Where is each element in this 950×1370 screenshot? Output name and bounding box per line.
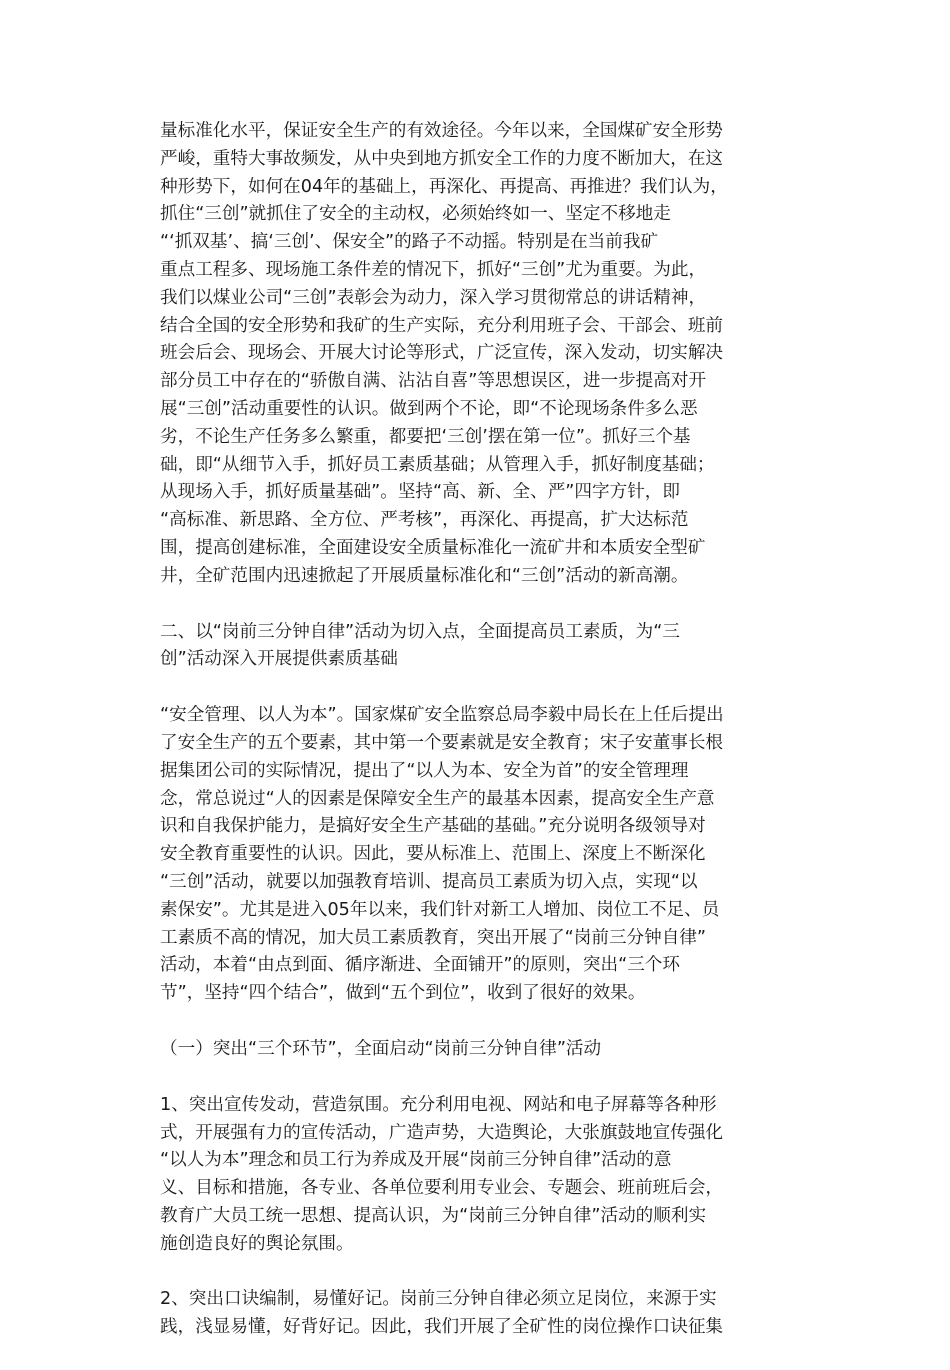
text-line: 础，即“从细节入手，抓好员工素质基础；从管理入手，抓好制度基础；	[160, 454, 715, 475]
text-line: 1、突出宣传发动，营造氛围。充分利用电视、网站和电子屏幕等各种形	[160, 1094, 717, 1115]
text-line: 教育广大员工统一思想、提高认识，为“岗前三分钟自律”活动的顺利实	[160, 1205, 707, 1226]
text-line: （一）突出“三个环节”，全面启动“岗前三分钟自律”活动	[160, 1038, 602, 1059]
text-line: 施创造良好的舆论氛围。	[160, 1233, 354, 1254]
text-line: “高标准、新思路、全方位、严考核”，再深化、再提高，扩大达标范	[160, 510, 689, 531]
body-paragraph	[160, 118, 792, 591]
text-line: 据集团公司的实际情况，提出了“以人为本、安全为首”的安全管理理	[160, 760, 689, 781]
text-line: 创”活动深入开展提供素质基础	[160, 649, 398, 670]
text-line: 井，全矿范围内迅速掀起了开展质量标准化和“三创”活动的新高潮。	[160, 565, 689, 586]
text-line: 节”，坚持“四个结合”，做到“五个到位”，收到了很好的效果。	[160, 983, 646, 1004]
text-line: 部分员工中存在的“骄傲自满、沾沾自喜”等思想误区，进一步提高对开	[160, 371, 707, 392]
body-paragraph	[160, 1286, 792, 1342]
subsection-heading	[160, 1036, 792, 1064]
text-line: 班会后会、现场会、开展大讨论等形式，广泛宣传，深入发动，切实解决	[160, 343, 724, 364]
text-line: 从现场入手，抓好质量基础”。坚持“高、新、全、严”四字方针，即	[160, 482, 680, 503]
text-line: 义、目标和措施，各专业、各单位要利用专业会、专题会、班前班后会，	[160, 1178, 724, 1199]
text-line: 践，浅显易懂，好背好记。因此，我们开展了全矿性的岗位操作口诀征集	[160, 1317, 724, 1338]
text-line: 结合全国的安全形势和我矿的生产实际，充分利用班子会、干部会、班前	[160, 315, 724, 336]
text-line: “三创”活动，就要以加强教育培训、提高员工素质为切入点，实现“以	[160, 871, 698, 892]
text-line: 式，开展强有力的宣传活动，广造声势，大造舆论，大张旗鼓地宣传强化	[160, 1122, 724, 1143]
text-line: 严峻，重特大事故频发，从中央到地方抓安全工作的力度不断加大，在这	[160, 148, 724, 169]
text-line: 活动，本着“由点到面、循序渐进、全面铺开”的原则，突出“三个环	[160, 955, 680, 976]
text-line: 素保安”。尤其是进入05年以来，我们针对新工人增加、岗位工不足、员	[160, 899, 720, 920]
text-line: 量标准化水平，保证安全生产的有效途径。今年以来，全国煤矿安全形势	[160, 121, 724, 141]
text-line: 念，常总说过“人的因素是保障安全生产的最基本因素，提高安全生产意	[160, 788, 715, 809]
document-page	[160, 118, 792, 1370]
text-line: “以人为本”理念和员工行为养成及开展“岗前三分钟自律”活动的意	[160, 1150, 672, 1171]
text-line: 工素质不高的情况，加大员工素质教育，突出开展了“岗前三分钟自律”	[160, 927, 707, 948]
text-line: 种形势下，如何在04年的基础上，再深化、再提高、再推进？我们认为，	[160, 176, 728, 197]
text-line: 安全教育重要性的认识。因此，要从标准上、范围上、深度上不断深化	[160, 844, 706, 865]
text-line: “安全管理、以人为本”。国家煤矿安全监察总局李毅中局长在上任后提出	[160, 705, 724, 726]
text-line: 识和自我保护能力，是搞好安全生产基础的基础。”充分说明各级领导对	[160, 816, 706, 837]
body-paragraph	[160, 702, 792, 1008]
text-line: 围，提高创建标准，全面建设安全质量标准化一流矿井和本质安全型矿	[160, 537, 706, 558]
text-line: 抓住“三创”就抓住了安全的主动权，必须始终如一、坚定不移地走	[160, 204, 671, 225]
text-line: 重点工程多、现场施工条件差的情况下，抓好“三创”尤为重要。为此，	[160, 259, 707, 280]
text-line: 展“三创”活动重要性的认识。做到两个不论，即“不论现场条件多么恶	[160, 398, 698, 419]
text-line: 二、以“岗前三分钟自律”活动为切入点，全面提高员工素质，为“三	[160, 621, 680, 642]
body-paragraph	[160, 1092, 792, 1259]
text-line: 劣，不论生产任务多么繁重，都要把‘三创’摆在第一位”。抓好三个基	[160, 426, 691, 447]
text-line: “‘抓双基’、搞‘三创’、保安全”的路子不动摇。特别是在当前我矿	[160, 232, 659, 253]
text-line: 2、突出口诀编制，易懂好记。岗前三分钟自律必须立足岗位，来源于实	[160, 1289, 717, 1310]
text-line: 了安全生产的五个要素，其中第一个要素就是安全教育；宋子安董事长根	[160, 732, 724, 753]
section-heading	[160, 619, 792, 675]
text-line: 我们以煤业公司“三创”表彰会为动力，深入学习贯彻常总的讲话精神，	[160, 287, 707, 308]
